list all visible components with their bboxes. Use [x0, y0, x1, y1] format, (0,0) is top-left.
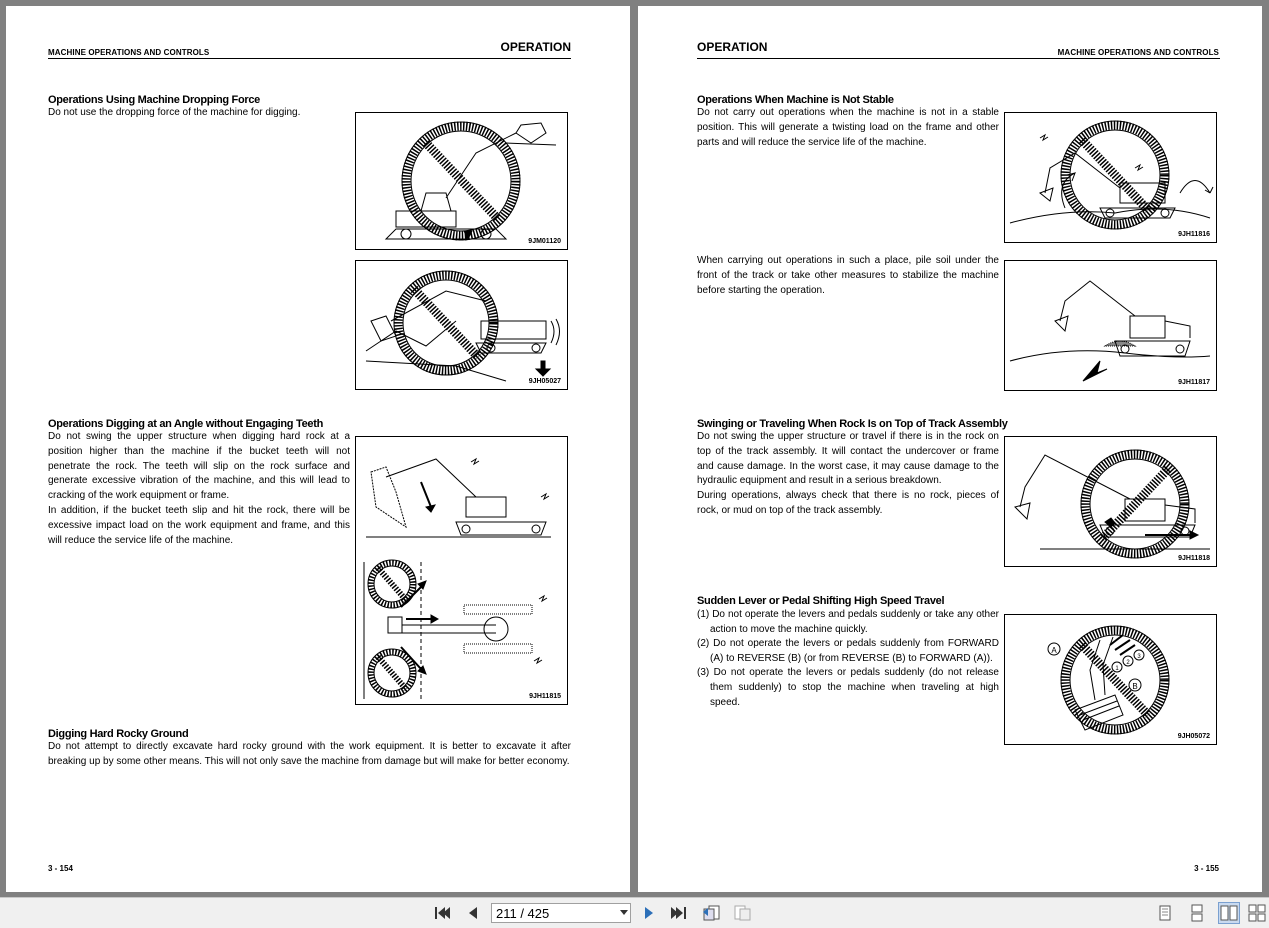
excavator-illustration: [1005, 261, 1218, 392]
label-a: A: [1051, 646, 1057, 655]
figure-code: 9JH11817: [1178, 379, 1210, 386]
label-3: 3: [1137, 654, 1141, 660]
figure-code: 9JH05027: [528, 378, 561, 385]
first-page-button[interactable]: [431, 902, 453, 924]
single-page-view-button[interactable]: [1154, 902, 1176, 924]
section-text: [697, 106, 999, 150]
previous-view-icon: [701, 904, 721, 922]
header-section-title: MACHINE OPERATIONS AND CONTROLS: [48, 48, 210, 57]
last-page-icon: [670, 905, 688, 921]
list-item: (2) Do not operate the levers or pedals suddenly from FORWARD (A) to REVERSE (B) (or from REVERSE (B) to FORWARD (A)).: [697, 638, 999, 664]
figure-rock-on-track: [1004, 436, 1217, 567]
list-item: (1) Do not operate the levers and pedals suddenly or take any other action to move the machine quickly.: [697, 609, 999, 635]
page-number: 3 - 155: [1194, 864, 1219, 873]
header-chapter-title: OPERATION: [697, 40, 768, 54]
paragraph: During operations, always check that there is no rock, pieces of rock, or mud on top of the track assembly.: [697, 490, 999, 516]
section-text: [48, 740, 571, 770]
section-text: [48, 106, 348, 121]
previous-page-icon: [466, 905, 480, 921]
continuous-facing-view-icon: [1248, 904, 1266, 922]
figure-code: 9JH11816: [1178, 231, 1210, 238]
header-rule: [697, 58, 1220, 59]
next-page-button[interactable]: [638, 902, 660, 924]
section-text: [697, 254, 999, 298]
figure-dropping-force: [355, 112, 568, 250]
section-title: Digging Hard Rocky Ground: [48, 728, 189, 740]
next-page-icon: [642, 905, 656, 921]
section-title: Swinging or Traveling When Rock Is on Top of Track Assembly: [697, 418, 1008, 430]
label-2: 2: [1126, 660, 1130, 666]
facing-view-icon: [1220, 904, 1238, 922]
header-section-title: MACHINE OPERATIONS AND CONTROLS: [1057, 48, 1219, 57]
figure-code: 9JH05072: [1177, 733, 1210, 740]
paragraph: Do not use the dropping force of the machine for digging.: [48, 107, 301, 118]
label-1: 1: [1115, 666, 1119, 672]
last-page-button[interactable]: [668, 902, 690, 924]
next-view-icon: [733, 904, 753, 922]
continuous-view-button[interactable]: [1186, 902, 1208, 924]
page-number-value: 211 / 425: [496, 906, 550, 921]
section-title: Sudden Lever or Pedal Shifting High Speed Travel: [697, 595, 945, 607]
left-page: [6, 6, 630, 892]
paragraph: In addition, if the bucket teeth slip and hit the rock, there will be excessive impact load on the work equipment and frame, and this will reduce the service life of the machine.: [48, 504, 350, 546]
excavator-illustration: [1005, 437, 1218, 568]
paragraph: Do not attempt to directly excavate hard rocky ground with the work equipment. It is better to excavate it after breaking up by some other means. This will not only save the machine from damage but will make for better economy.: [48, 741, 571, 767]
next-view-button[interactable]: [732, 902, 754, 924]
section-title: Operations Digging at an Angle without Engaging Teeth: [48, 418, 323, 430]
figure-not-stable: [1004, 112, 1217, 243]
page-number-input[interactable]: [491, 903, 631, 923]
navigation-toolbar: [0, 897, 1269, 928]
figure-dropping-force-2: [355, 260, 568, 390]
excavator-illustration: [1005, 113, 1218, 244]
previous-page-button[interactable]: [462, 902, 484, 924]
lever-illustration: [1005, 615, 1218, 746]
right-page: [638, 6, 1262, 892]
continuous-view-icon: [1189, 904, 1205, 922]
label-b: B: [1132, 682, 1138, 691]
list-item: (3) Do not operate the levers or pedals suddenly (do not release them suddenly) to stop the machine when traveling at high speed.: [697, 667, 999, 708]
figure-angle-digging: [355, 436, 568, 705]
header-chapter-title: OPERATION: [500, 40, 571, 54]
figure-stabilize: [1004, 260, 1217, 391]
paragraph: When carrying out operations in such a place, pile soil under the front of the track or take other measures to stabilize the machine before starting the operation.: [697, 255, 999, 296]
figure-code: 9JH11818: [1178, 555, 1210, 562]
section-text: [697, 430, 999, 519]
chevron-down-icon[interactable]: [620, 910, 628, 915]
paragraph: Do not swing the upper structure or travel if there is in the rock on top of the track assembly. It will contact the undercover or frame and cause damage. In the worst case, it may cause damage to the hydraulic equipment and result in a serious breakdown.: [697, 431, 999, 487]
first-page-icon: [433, 905, 451, 921]
section-text: [48, 430, 350, 548]
excavator-illustration: [356, 261, 569, 391]
figure-code: 9JM01120: [528, 238, 561, 245]
paragraph: Do not swing the upper structure when digging hard rock at a position higher than the machine if the bucket teeth will not penetrate the rock. The teeth will slip on the rock surface and generate excessive vibration of the machine, and this will lead to cracking of the work equipment or frame.: [48, 431, 350, 502]
section-title: Operations Using Machine Dropping Force: [48, 94, 260, 106]
header-rule: [48, 58, 571, 59]
figure-lever-pedal: [1004, 614, 1217, 745]
figure-code: 9JH11815: [529, 693, 561, 700]
single-page-view-icon: [1157, 904, 1173, 922]
previous-view-button[interactable]: [700, 902, 722, 924]
facing-view-button[interactable]: [1218, 902, 1240, 924]
paragraph: Do not carry out operations when the machine is not in a stable position. This will generate a twisting load on the frame and other parts and will reduce the service life of the machine.: [697, 107, 999, 148]
page-number: 3 - 154: [48, 864, 73, 873]
excavator-illustration: [356, 437, 569, 706]
section-title: Operations When Machine is Not Stable: [697, 94, 894, 106]
continuous-facing-view-button[interactable]: [1246, 902, 1268, 924]
excavator-illustration: [356, 113, 569, 251]
